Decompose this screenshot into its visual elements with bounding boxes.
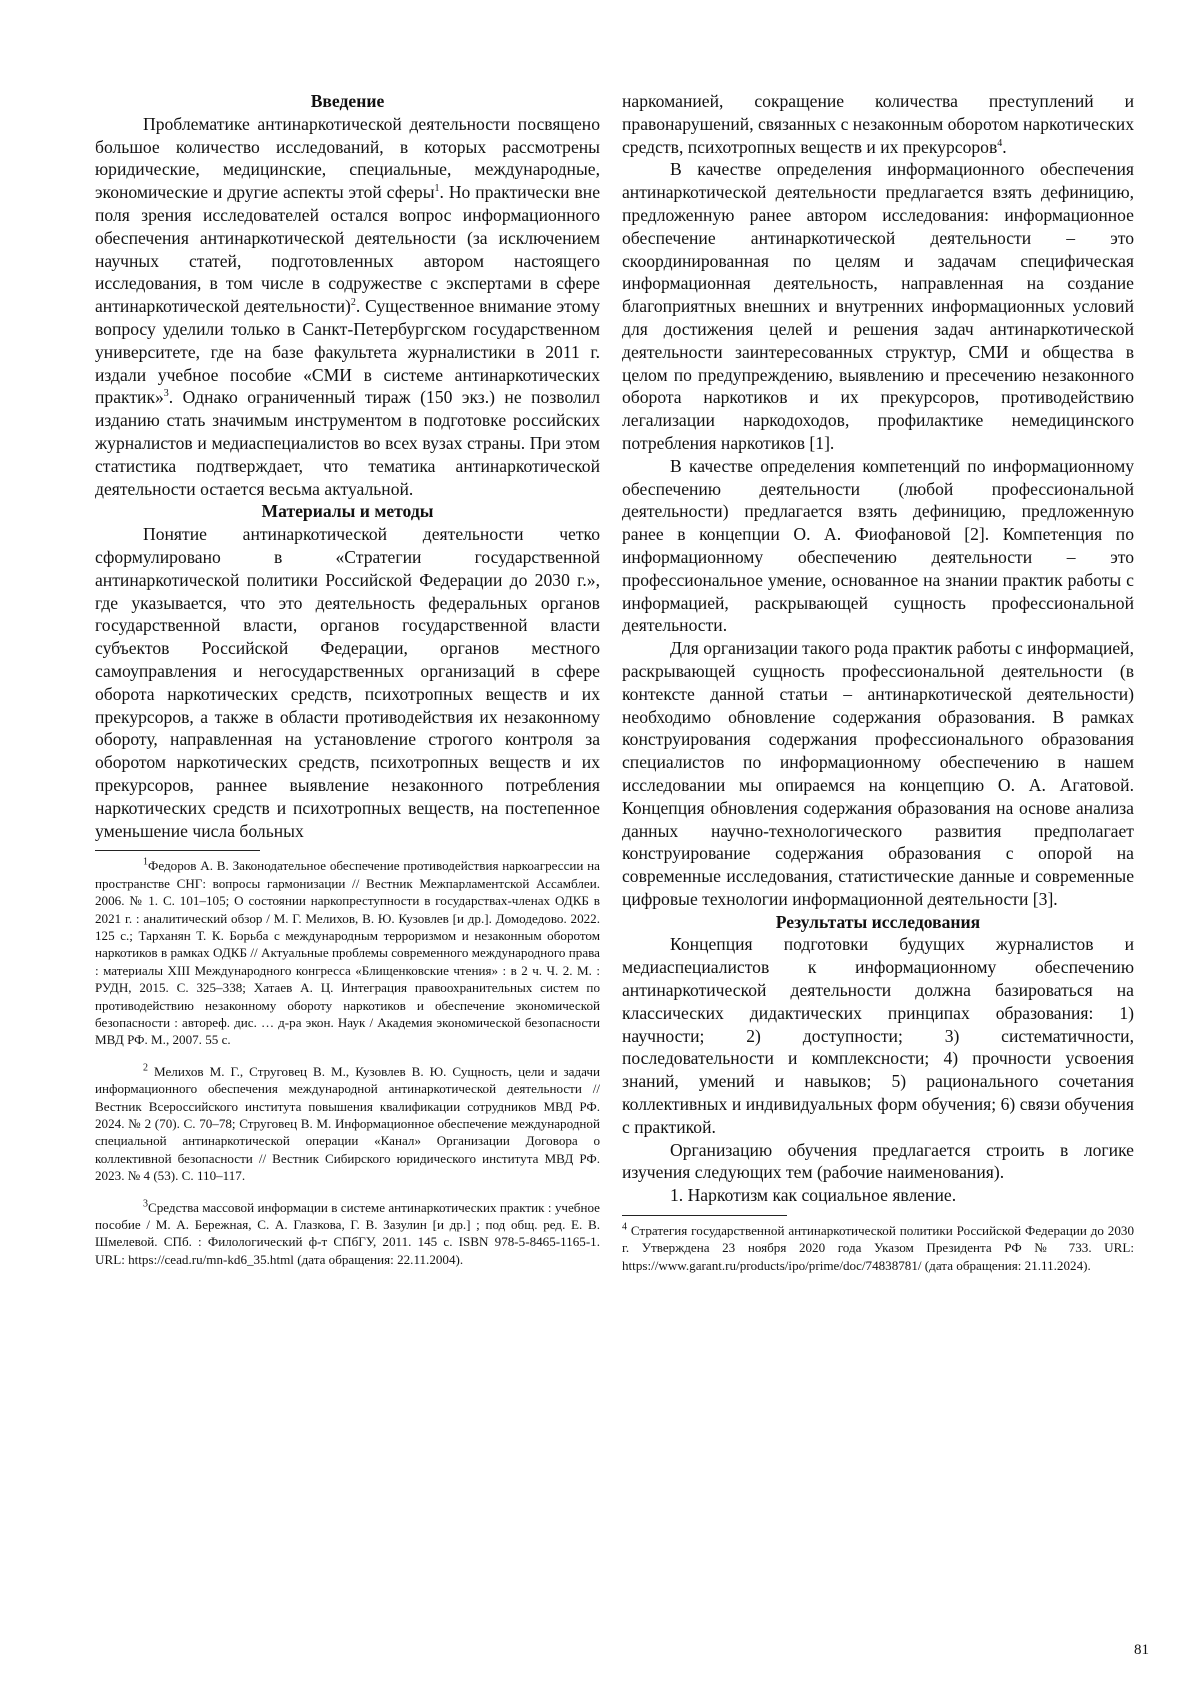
footnote-2: $^2$ Мелихов М. Г., Струговец В. М., Кузовлев В. Ю. Сущность, цели и задачи информационного обеспечения международной антинаркотической деятельности // Вестник Всероссийского института повышения квалификации сотрудников МВД РФ. 2024. № 2 (70). С. 70–78; Струговец В. М. Информационное обеспечение международной специальной антинаркотической операции «Канал» Организации Договора о коллективной безопасности // Вестник Сибирского юридического института МВД РФ. 2023. № 4 (53). С. 110–117.: [95, 1062, 600, 1184]
footnote-ref-4[interactable]: 4: [997, 137, 1003, 149]
definition-paragraph-1: В качестве определения информационного обеспечения антинаркотической деятельности предлагается взять дефиницию, предложенную ранее автором исследования: информационное обеспечение антинаркотической деятельности – это скоординированная по целям и задачам специфическая информационная деятельность, направленная на создание благоприятных внешних и внутренних информационных условий для достижения целей и решения задач антинаркотической деятельности заинтересованных структур, СМИ и общества в целом по предупреждению, выявлению и пресечению незаконного оборота наркотиков и их прекурсоров, противодействию легализации наркодоходов, профилактике немедицинского потребления наркотиков [1].: [622, 159, 1134, 453]
footnote-1: $^1$Федоров А. В. Законодательное обеспечение противодействия наркоагрессии на пространстве СНГ: вопросы гармонизации // Вестник Межпарламентской Ассамблеи. 2006. № 1. С. 101–105; О состоянии наркопреступности в государствах-членах ОДКБ в 2021 г. : аналитический обзор / М. Г. Мелихов, В. Ю. Кузовлев [и др.]. Домодедово. 2022. 125 с.; Тарханян Т. К. Борьба с международным терроризмом и незаконным оборотом наркотиков в рамках ОДКБ // Актуальные проблемы современного международного права : материалы XIII Международного конгресса «Блищенковские чтения» : в 2 ч. Ч. 2. М. : РУДН, 2015. С. 325–338; Хатаев А. Ц. Интеграция правоохранительных систем по противодействию незаконному обороту наркотиков и обеспечение экономической безопасности : автореф. дис. … д-ра экон. Наук / Академия экономической безопасности МВД РФ. М., 2007. 55 с.: [95, 856, 600, 1048]
results-heading: Результаты исследования: [775, 911, 981, 932]
results-list-item-1: 1. Наркотизм как социальное явление.: [670, 1185, 957, 1206]
page-number: 81: [1134, 1642, 1149, 1658]
results-paragraph-1: Концепция подготовки будущих журналистов и медиаспециалистов к информационному обеспечению антинаркотической деятельности должна базироваться на классических дидактических принципах образования: 1) научности; 2) доступности; 3) систематичности, последовательности и комплексности; 4) прочности усвоения знаний, умений и навыков; 5) рационального сочетания коллективных и индивидуальных форм обучения; 6) связи обучения с практикой.: [622, 934, 1134, 1137]
results-paragraph-2: Организацию обучения предлагается строить в логике изучения следующих тем (рабочие наименования).: [622, 1139, 1134, 1183]
footnote-4: $^4$ Стратегия государственной антинаркотической политики Российской Федерации до 2030 г. Утверждена 23 ноября 2020 года Указом Президента РФ № 733. URL: https://www.garant.ru/products/ipo/prime/doc/74838781/ (дата обращения: 21.11.2024).: [622, 1221, 1134, 1273]
footnote-3: $^3$Средства массовой информации в системе антинаркотических практик : учебное пособие / М. А. Бережная, С. А. Глазкова, Г. В. Зазулин [и др.] ; под общ. ред. Е. В. Шмелевой. СПб. : Филологический ф-т СПбГУ, 2011. 145 с. ISBN 978-5-8465-1165-1. URL: https://cead.ru/mn-kd6_35.html (дата обращения: 22.11.2004).: [95, 1198, 600, 1267]
footnote-ref-3[interactable]: 3: [163, 388, 169, 400]
definition-paragraph-2: В качестве определения компетенций по информационному обеспечению деятельности (любой профессиональной деятельности) предлагается взять дефиницию, предложенную ранее в концепции О. А. Фиофановой [2]. Компетенция по информационному обеспечению деятельности – это профессиональное умение, основанное на знании практик работы с информацией, раскрывающей сущность профессиональной деятельности.: [622, 455, 1134, 636]
intro-paragraph: Проблематике антинаркотической деятельности посвящено большое количество исследований, в которых рассмотрены юридические, медицинские, специальные, международные, экономические и другие аспекты этой сферы$^1$. Но практически вне поля зрения исследователей остался вопрос информационного обеспечения антинаркотической деятельности (за исключением научных статей, подготовленных автором настоящего исследования, в том числе в содружестве с экспертами в сфере антинаркотической деятельности)$^2$. Существенное внимание этому вопросу уделили только в Санкт-Петербургском государственном университете, где на базе факультета журналистики в 2011 г. издали учебное пособие «СМИ в системе антинаркотических практик»$^3$. Однако ограниченный тираж (150 экз.) не позволил изданию стать значимым инструментом в подготовке российских журналистов и медиаспециалистов во всех вузах страны. При этом статистика подтверждает, что тематика антинаркотической деятельности остается весьма актуальной.: [95, 113, 601, 499]
left-footnotes: [95, 857, 600, 1268]
methods-heading: Материалы и методы: [261, 501, 434, 522]
continuation-paragraph: наркоманией, сокращение количества преступлений и правонарушений, связанных с незаконным оборотом наркотических средств, психотропных веществ и их прекурсоров$^4$.: [622, 91, 1134, 157]
footnote-ref-1[interactable]: 1: [434, 183, 440, 195]
footnote-ref-2[interactable]: 2: [350, 297, 356, 309]
footnote-separator: [95, 850, 260, 851]
methods-paragraph: Понятие антинаркотической деятельности четко сформулировано в «Стратегии государственной антинаркотической политики Российской Федерации до 2030 г.», где указывается, что это деятельность федеральных органов государственной власти, органов государственной власти субъектов Российской Федерации, органов местного самоуправления и негосударственных организаций в сфере оборота наркотических средств, психотропных веществ и их прекурсоров, а также в области противодействия их незаконному обороту, направленная на установление строгого контроля за оборотом наркотических средств, психотропных веществ и их прекурсоров, раннее выявление незаконного потребления наркотических средств и психотропных веществ, на постепенное уменьшение числа больных: [95, 524, 600, 841]
right-footnotes: [622, 1222, 1134, 1274]
intro-heading: Введение: [310, 91, 385, 111]
left-column: [95, 90, 600, 1268]
footnote-separator: [622, 1215, 787, 1216]
right-column: [622, 90, 1134, 1274]
definition-paragraph-3: Для организации такого рода практик работы с информацией, раскрывающей сущность профессиональной деятельности (в контексте данной статьи – антинаркотической деятельности) необходимо обновление содержания образования. В рамках конструирования содержания профессионального образования специалистов по информационному обеспечению в нашем исследовании мы опираемся на концепцию О. А. Агатовой. Концепция обновления содержания образования на основе анализа данных научно-технологического развития предполагает конструирование содержания образования с опорой на современные исследования, статистические данные и современные цифровые технологии информационной деятельности [3].: [622, 638, 1134, 909]
